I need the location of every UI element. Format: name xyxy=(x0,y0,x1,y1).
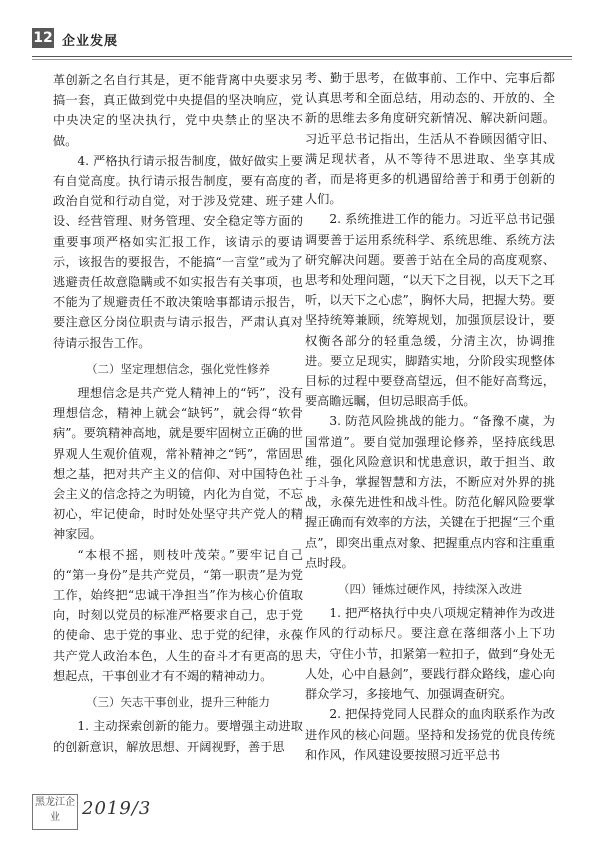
page-header xyxy=(0,0,600,64)
right-column xyxy=(305,68,555,765)
issue-number: 2019/3 xyxy=(82,798,152,819)
paragraph: “本根不摇，则枝叶茂荣。”要牢记自己的“第一身份”是共产党员，“第一职责”是为党工作，始终把“忠诚干净担当”作为核心价值取向，时刻以党员的标准严格要求自己，忠于党的使命、忠于党的事业、忠于党的纪律，永葆共产党人政治本色，人生的奋斗才有更高的思想起点，干事创业才有不竭的精神动力。 xyxy=(53,547,303,683)
header-rule xyxy=(32,56,572,57)
paragraph: 4. 严格执行请示报告制度，做好做实上要有自觉高度。执行请示报告制度，要有高度的政治自觉和行动自觉，对于涉及党建、班子建设、经营管理、财务管理、安全稳定等方面的重要事项严格如实汇报工作，该请示的要请示，该报告的要报告，不能搞“一言堂”或为了逃避责任故意隐瞒或不如实报告有关事项，也不能为了规避责任不敢决策啥事都请示报告，要注意区分岗位职责与请示报告，严肃认真对待请示报告工作。 xyxy=(53,153,303,350)
magazine-logo: 黑龙江企业 xyxy=(32,794,78,830)
paragraph: 3. 防范风险挑战的能力。“备豫不虞，为国常道”。要自觉加强理论修养，坚持底线思维，强化风险意识和忧患意识，敢于担当、敢于斗争，掌握智慧和方法，不断应对外界的挑战，永葆先进性和战斗性。防范化解风险要掌握正确而有效率的方法，关键在于把握“三个重点”，即突出重点对象、把握重点内容和注重重点时段。 xyxy=(305,414,555,570)
paragraph: 1. 主动探索创新的能力。要增强主动进取的创新意识，解放思想、开阔视野，善于思 xyxy=(53,719,303,754)
subheading: （三）矢志干事创业，提升三种能力 xyxy=(86,695,270,710)
paragraph: 理想信念是共产党人精神上的“钙”，没有理想信念，精神上就会“缺钙”，就会得“软骨病”。要筑精神高地，就是要牢固树立正确的世界观人生观价值观，常补精神之“钙”，常固思想之基，把对共产主义的信仰、对中国特色社会主义的信念持之为明镜，内化为自觉，不忘初心，牢记使命，时时处处坚守共产党人的精神家园。 xyxy=(53,386,303,542)
paragraph: 2. 把保持党同人民群众的血肉联系作为改进作风的核心问题。坚持和发扬党的优良传统和作风，作风建设要按照习近平总书 xyxy=(305,707,555,762)
paragraph: 2. 系统推进工作的能力。习近平总书记强调要善于运用系统科学、系统思维、系统方法研究解决问题。要善于站在全局的高度观察、思考和处理问题，“以天下之目视，以天下之耳听，以天下之心虑”，胸怀大局，把握大势。要坚持统筹兼顾，统筹规划，加强顶层设计，要权衡各部分的轻重急缓，分清主次，协调推进。要立足现实，脚踏实地，分阶段实现整体目标的过程中要登高望远，但不能好高骛远，要高瞻远瞩，但切忌眼高手低。 xyxy=(305,212,555,409)
header-rule-thin xyxy=(32,59,572,60)
paragraph: 考、勤于思考，在做事前、工作中、完事后都认真思考和全面总结，用动态的、开放的、全新的思维去多角度研究新情况、解决新问题。习近平总书记指出，生活从不眷顾因循守旧、满足现状者，从不等待不思进取、坐享其成者，而是将更多的机遇留给善于和勇于创新的人们。 xyxy=(305,71,555,207)
paragraph: 革创新之名自行其是，更不能背离中央要求另搞一套，真正做到党中央提倡的坚决响应，党中央决定的坚决执行，党中央禁止的坚决不做。 xyxy=(53,73,303,148)
subheading: （二）坚定理想信念，强化党性修养 xyxy=(86,361,270,376)
paragraph: 1. 把严格执行中央八项规定精神作为改进作风的行动标尺。要注意在落细落小上下功夫，守住小节，扣紧第一粒扣子，做到“身处无人处，心中自悬剑”，要践行群众路线，虚心向群众学习，多接地气、加强调查研究。 xyxy=(305,606,555,702)
page-number: 12 xyxy=(33,30,53,46)
section-title: 企业发展 xyxy=(62,34,119,49)
page-footer xyxy=(32,790,232,830)
subheading: （四）锤炼过硬作风，持续深入改进 xyxy=(338,582,522,597)
left-column xyxy=(53,70,303,757)
